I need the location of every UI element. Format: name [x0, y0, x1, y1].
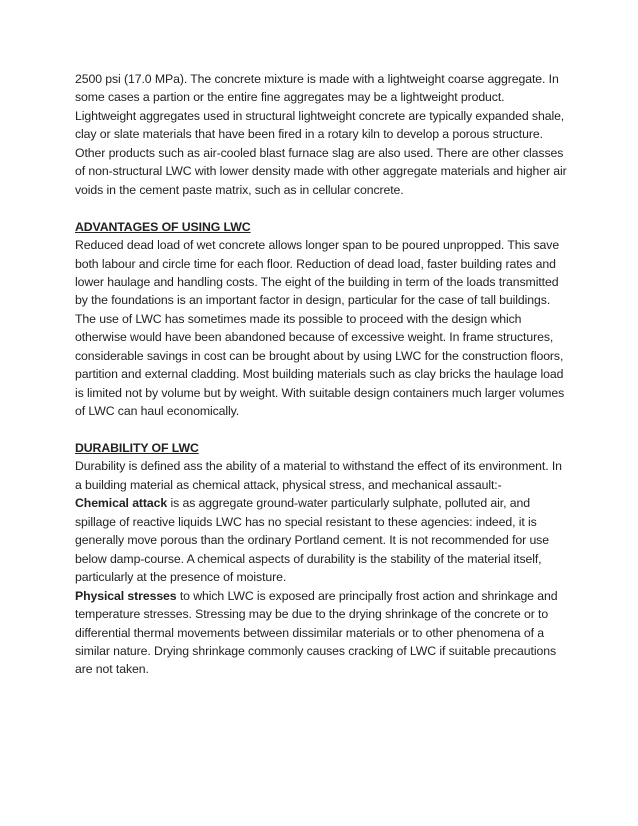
advantages-section — [75, 218, 567, 421]
physical-stresses-text: to which LWC is exposed are principally frost action and shrinkage and temperature stresses. Stressing may be due to the drying shrinkage of the concrete or to differential thermal movements between dissimilar materials or to other phenomena of a similar nature. Drying shrinkage commonly causes cracking of LWC if suitable precautions are not taken. — [75, 588, 558, 677]
durability-heading: DURABILITY OF LWC — [75, 441, 199, 456]
chemical-attack-text: is as aggregate ground-water particularly sulphate, polluted air, and spillage of reactive liquids LWC has no special resistant to these agencies: indeed, it is generally move porous than the ordinary Portland cement. It is not recommended for use below damp-course. A chemical aspects of durability is the stability of the material itself, particularly at the presence of moisture. — [75, 496, 549, 585]
chemical-attack-paragraph — [75, 494, 567, 586]
chemical-attack-lead: Chemical attack — [75, 496, 168, 511]
intro-paragraph: 2500 psi (17.0 MPa). The concrete mixture is made with a lightweight coarse aggregate. In some cases a partion or the entire fine aggregates may be a lightweight product. Lightweight aggregates used in structural lightweight concrete are typically expanded shale, clay or slate materials that have been fired in a rotary kiln to develop a porous structure. Other products such as air-cooled blast furnace slag are also used. There are other classes of non-structural LWC with lower density made with other aggregate materials and higher air voids in the cement paste matrix, such as in cellular concrete. — [75, 72, 567, 197]
durability-definition: Durability is defined ass the ability of a material to withstand the effect of its environment. In a building material as chemical attack, physical stress, and mechanical assault:- — [75, 459, 562, 492]
physical-stresses-paragraph — [75, 587, 567, 679]
advantages-heading: ADVANTAGES OF USING LWC — [75, 219, 251, 234]
advantages-paragraph: Reduced dead load of wet concrete allows longer span to be poured unpropped. This save both labour and circle time for each floor. Reduction of dead load, faster building rates and lower haulage and handling costs. The eight of the building in term of the loads transmitted by the foundations is an important factor in design, particular for the case of tall buildings. The use of LWC has sometimes made its possible to proceed with the design which otherwise would have been abandoned because of excessive weight. In frame structures, considerable savings in cost can be brought about by using LWC for the construction floors, partition and external cladding. Most building materials such as clay bricks the haulage load is limited not by volume but by weight. With suitable design containers much larger volumes of LWC can haul economically. — [75, 238, 565, 419]
durability-section — [75, 439, 567, 679]
document-page — [75, 70, 567, 679]
physical-stresses-lead: Physical stresses — [75, 588, 177, 603]
